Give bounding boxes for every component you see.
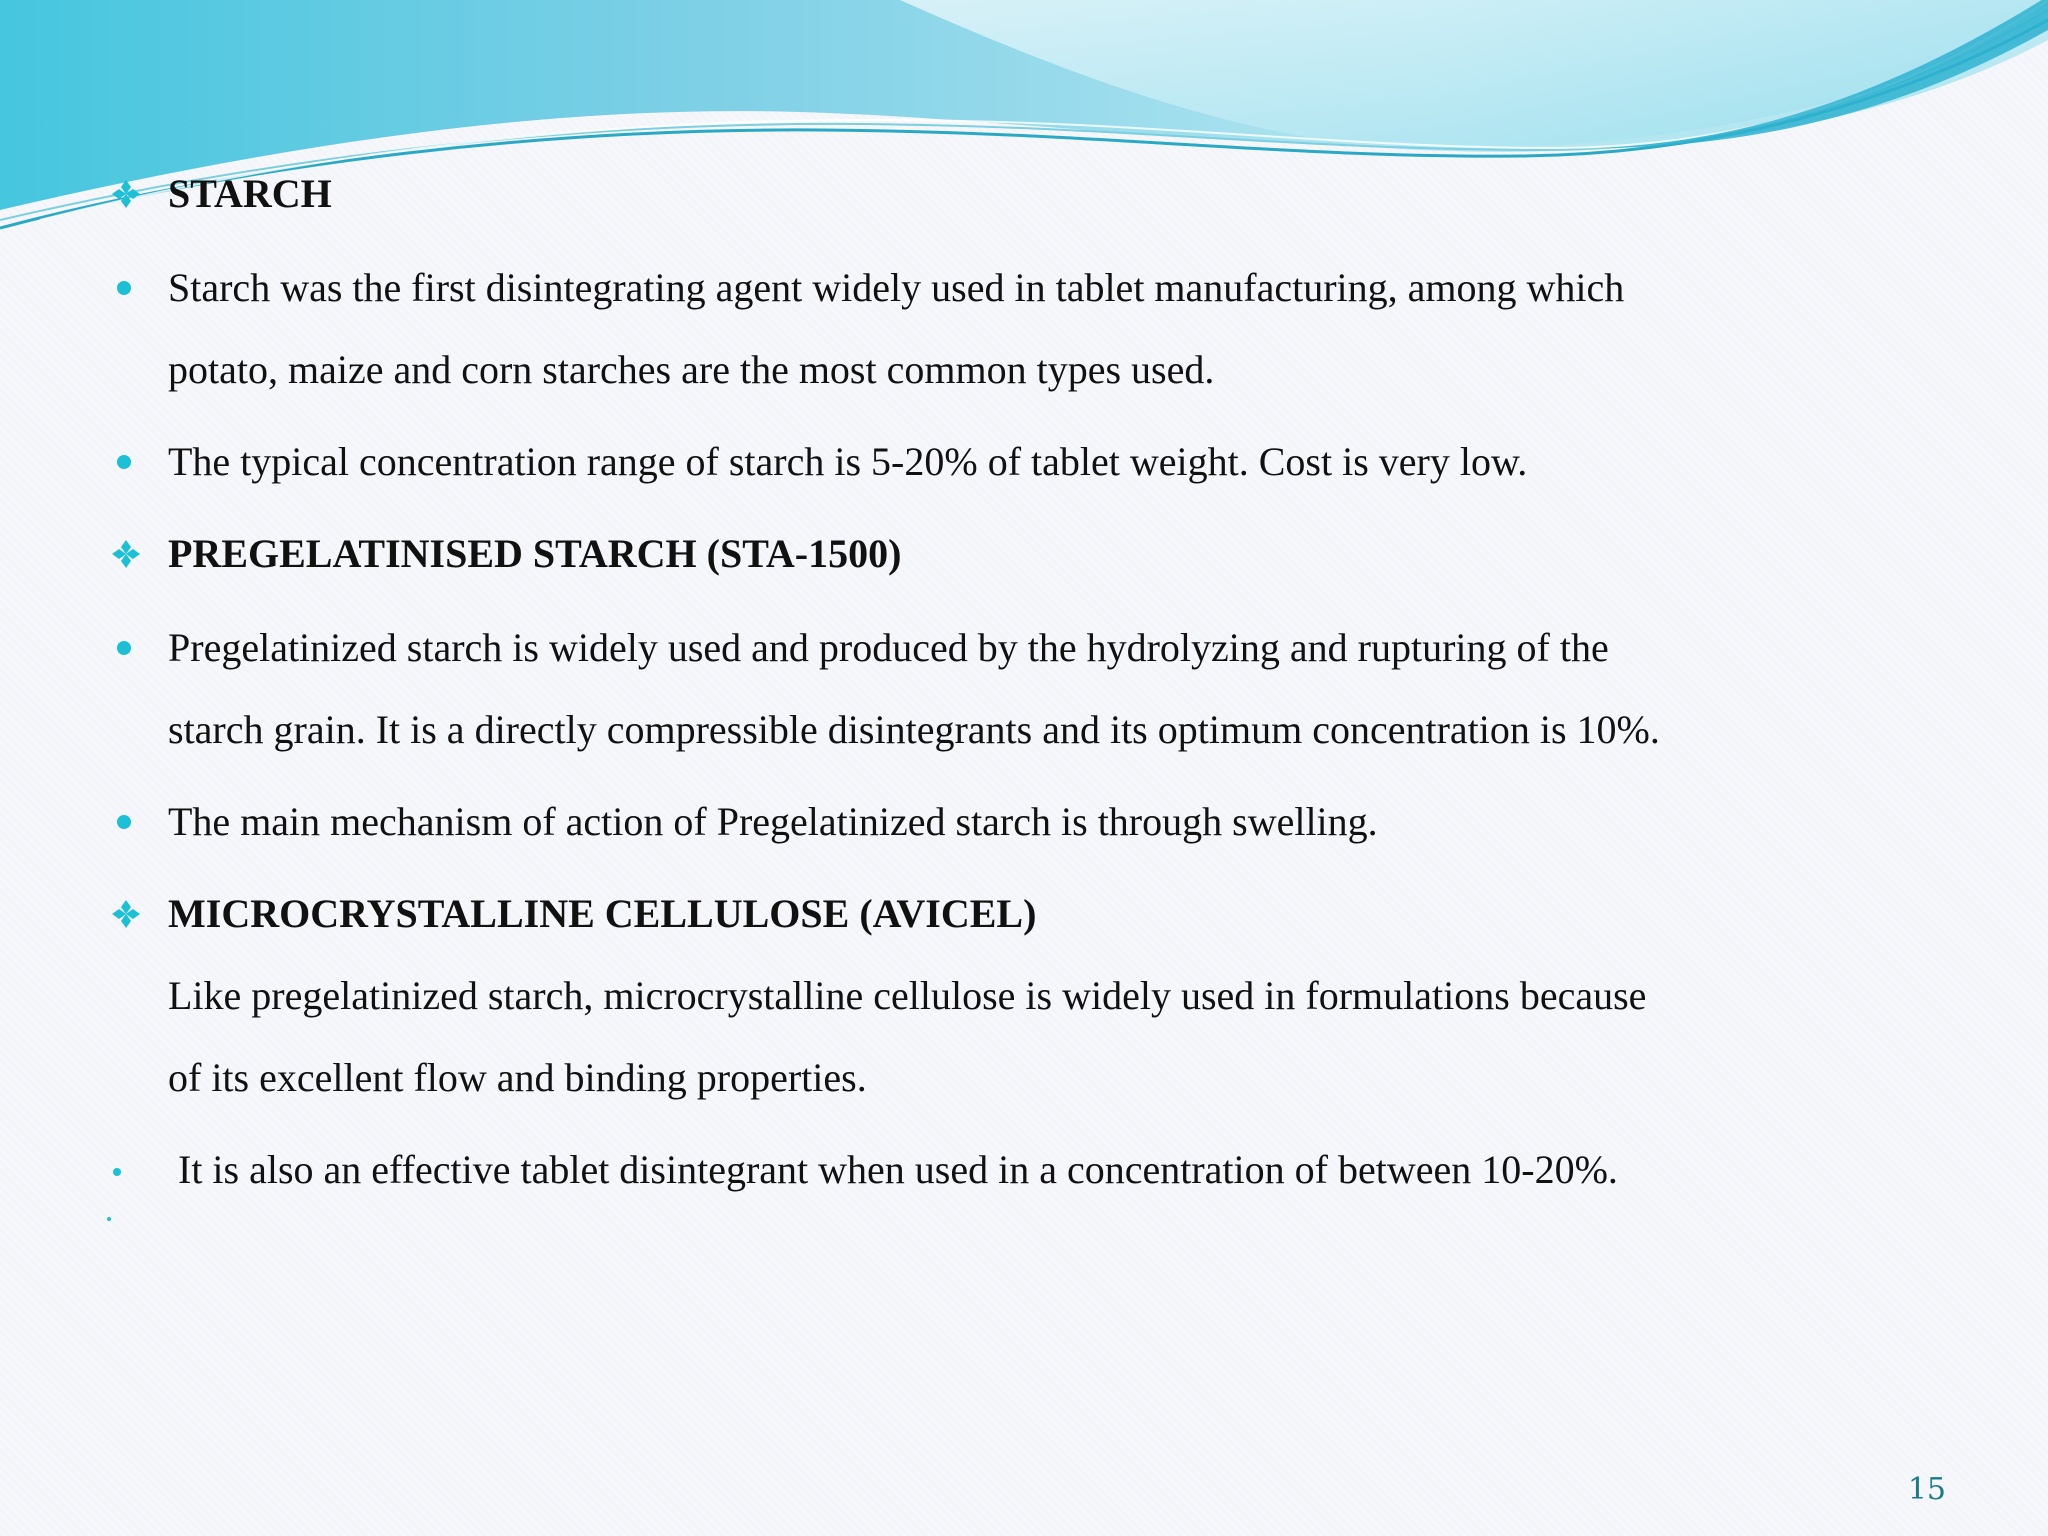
paragraph-text-line: of its excellent flow and binding properties. [168,1055,867,1100]
section-heading-text: STARCH [168,171,332,216]
bullet-text-line: The typical concentration range of starch is 5-20% of tablet weight. Cost is very low. [168,439,1528,484]
bullet-text-line: potato, maize and corn starches are the most common types used. [168,347,1215,392]
section-heading-text: PREGELATINISED STARCH (STA-1500) [168,531,902,576]
small-bullet-icon [113,1168,121,1176]
page-number: 15 [1907,1472,1946,1507]
paragraph-text-line: Like pregelatinized starch, microcrystalline cellulose is widely used in formulations because [168,973,1647,1018]
section-heading-text: MICROCRYSTALLINE CELLULOSE (AVICEL) [168,891,1037,936]
bullet-text-line: Pregelatinized starch is widely used and produced by the hydrolyzing and rupturing of the [168,625,1609,670]
bullet-text-line: It is also an effective tablet disintegrant when used in a concentration of between 10-20%. [168,1147,1618,1192]
bullet-text-line: starch grain. It is a directly compressible disintegrants and its optimum concentration is 10%. [168,707,1660,752]
bullet-text-line: Starch was the first disintegrating agent widely used in tablet manufacturing, among which [168,265,1625,310]
bullet-text-line: The main mechanism of action of Pregelatinized starch is through swelling. [168,799,1378,844]
empty-bullet-icon [107,1217,111,1221]
